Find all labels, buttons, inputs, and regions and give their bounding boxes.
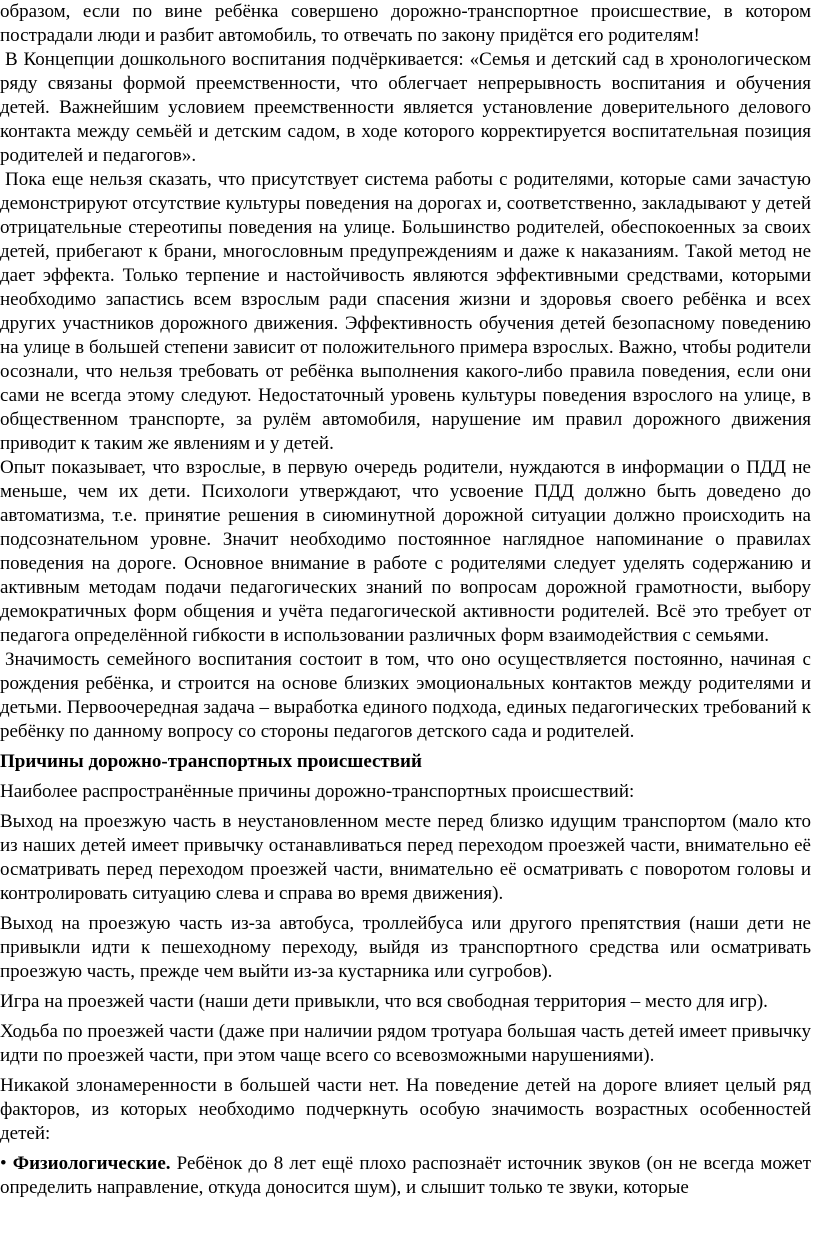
cause-item: Игра на проезжей части (наши дети привыкли, что вся свободная территория – место для игр).: [0, 991, 768, 1012]
cause-item: Выход на проезжую часть в неустановленном месте перед близко идущим транспортом (мало кто из наших детей имеет привычку останавливаться перед переходом проезжей части, внимательно её осматривать перед переходом проезжей части, внимательно её осматривать с поворотом головы и контролировать ситуацию слева и справа во время движения).: [0, 811, 811, 904]
section-heading: Причины дорожно-транспортных происшествий: [0, 751, 422, 772]
cause-item: Выход на проезжую часть из-за автобуса, троллейбуса или другого препятствия (наши дети не привыкли идти к пешеходному переходу, выйдя из транспортного средства или осматривать проезжую часть, прежде чем выйти из-за кустарника или сугробов).: [0, 913, 811, 982]
paragraph-4: Опыт показывает, что взрослые, в первую очередь родители, нуждаются в информации о ПДД не меньше, чем их дети. Психологи утверждают, что усвоение ПДД должно быть доведено до автоматизма, т.е. принятие решения в сиюминутной дорожной ситуации должно происходить на подсознательном уровне. Значит необходимо постоянное наглядное напоминание о правилах поведения на дороге. Основное внимание в работе с родителями следует уделять содержанию и активным методам подачи педагогических знаний по вопросам дорожной грамотности, выбору демократичных форм общения и учёта педагогической активности родителей. Всё это требует от педагога определённой гибкости в использовании различных форм взаимодействия с семьями.: [0, 457, 811, 646]
causes-intro: Наиболее распространённые причины дорожно-транспортных происшествий:: [0, 781, 635, 802]
bullet-text: Ребёнок до 8 лет ещё плохо распознаёт источник звуков (он не всегда может определить направление, откуда доносится шум), и слышит только те звуки, которые: [0, 1153, 812, 1198]
bullet-marker: •: [0, 1153, 7, 1174]
paragraph-3: Пока еще нельзя сказать, что присутствует система работы с родителями, которые сами зачастую демонстрируют отсутствие культуры поведения на дорогах и, соответственно, закладывают у детей отрицательные стереотипы поведения на улице. Большинство родителей, обеспокоенных за своих детей, прибегают к брани, многословным предупреждениям и даже к наказаниям. Такой метод не дает эффекта. Только терпение и настойчивость являются эффективными средствами, которыми необходимо запастись всем взрослым ради спасения жизни и здоровья своего ребёнка и всех других участников дорожного движения. Эффективность обучения детей безопасному поведению на улице в большей степени зависит от положительного примера взрослых. Важно, чтобы родители осознали, что нельзя требовать от ребёнка выполнения какого-либо правила поведения, если они сами не всегда этому следуют. Недостаточный уровень культуры поведения взрослого на улице, в общественном транспорте, за рулём автомобиля, нарушение им правил дорожного движения приводит к таким же явлениям и у детей.: [0, 169, 811, 454]
paragraph-1: образом, если по вине ребёнка совершено дорожно-транспортное происшествие, в котором пострадали люди и разбит автомобиль, то отвечать по закону придётся его родителям!: [0, 1, 811, 46]
bullet-heading: Физиологические.: [12, 1153, 171, 1174]
paragraph-2: В Концепции дошкольного воспитания подчёркивается: «Семья и детский сад в хронологическом ряду связаны формой преемственности, что облегчает непрерывность воспитания и обучения детей. Важнейшим условием преемственности является установление доверительного делового контакта между семьёй и детским садом, в ходе которого корректируется воспитательная позиция родителей и педагогов».: [0, 49, 811, 166]
paragraph-5: Значимость семейного воспитания состоит в том, что оно осуществляется постоянно, начиная с рождения ребёнка, и строится на основе близких эмоциональных контактов между родителями и детьми. Первоочередная задача – выработка единого подхода, единых педагогических требований к ребёнку по данному вопросу со стороны педагогов детского сада и родителей.: [0, 649, 811, 742]
bullet-item: [0, 1152, 811, 1200]
cause-item: Ходьба по проезжей части (даже при наличии рядом тротуара большая часть детей имеет привычку идти по проезжей части, при этом чаще всего со всевозможными нарушениями).: [0, 1021, 811, 1066]
factors-intro: Никакой злонамеренности в большей части нет. На поведение детей на дороге влияет целый ряд факторов, из которых необходимо подчеркнуть особую значимость возрастных особенностей детей:: [0, 1075, 811, 1144]
